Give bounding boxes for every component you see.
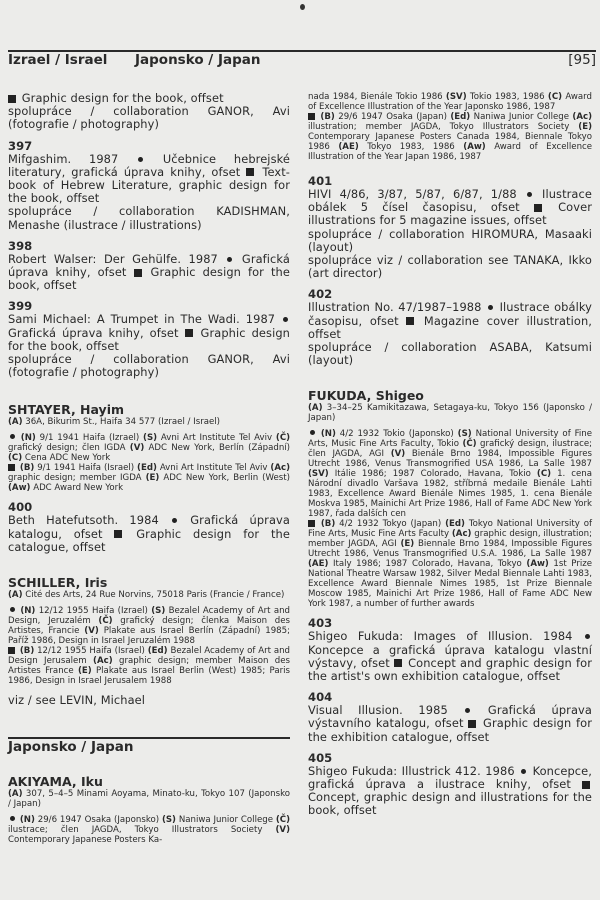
field-text: Contemporary Japanese Posters Ka- — [8, 835, 163, 846]
field-label: (Aw) — [526, 559, 549, 570]
field-text: Italy 1986; 1987 Colorado, Havana, Tokyo — [332, 559, 522, 570]
artist-name: FUKUDA, Shigeo — [308, 388, 424, 404]
czech-bullet-icon — [585, 634, 590, 639]
czech-bullet-icon — [488, 305, 493, 310]
entry-number: 404 — [308, 690, 333, 705]
field-text: Bezalel Academy of Art and Design, Jeruzalém — [8, 606, 290, 627]
artist-address — [8, 417, 290, 427]
field-text: Concept, graphic design and illustrations for the book, offset — [308, 790, 592, 818]
field-text: Avni Art Institute Tel Aviv — [159, 463, 268, 474]
field-label: (S) — [161, 815, 176, 826]
czech-bullet-icon — [227, 257, 232, 262]
english-square-icon — [114, 530, 122, 538]
field-text: Grafická úprava knihy, ofset — [8, 251, 290, 280]
print-mark — [300, 4, 305, 10]
field-text: 29/6 1947 Osaka (Japan) — [338, 112, 447, 122]
entry-number: 405 — [308, 750, 333, 765]
english-square-icon — [468, 720, 476, 728]
field-label: (E) — [145, 473, 160, 484]
field-label: (AE) — [308, 559, 329, 570]
entry-number: 403 — [308, 616, 333, 631]
field-text: Shigeo Fukuda: Images of Illusion. 1984 — [308, 629, 573, 644]
field-text: Ilustrace obálek 5 čísel časopisu, ofset — [308, 187, 592, 215]
field-text: 4/2 1932 Tokio (Japonsko) — [339, 429, 454, 440]
field-text: Graphic design for the catalogue, offset — [8, 526, 290, 554]
field-text: graphic design, illustration; member JAGDA, AGI — [308, 529, 593, 550]
field-text: Graphic design for the exhibition catalogue, offset — [308, 716, 592, 744]
field-label: (SV) — [308, 469, 329, 480]
field-label: (Č) — [98, 616, 113, 627]
field-label: (S) — [151, 606, 166, 617]
section-title: Japonsko / Japan — [8, 739, 134, 756]
artist-bio-czech — [8, 815, 290, 845]
field-text: Cena ADC New York — [24, 453, 111, 464]
english-square-icon — [394, 659, 402, 667]
field-label: (B) — [320, 112, 335, 122]
english-square-icon — [185, 329, 193, 337]
entry-403 — [308, 630, 592, 683]
field-text: 9/1 1941 Haifa (Izrael) — [39, 433, 140, 444]
field-text: Koncepce a grafická úprava katalogu vlastní výstavy, ofset — [308, 642, 592, 670]
right-column — [308, 92, 592, 818]
field-text: nada 1984, Bienále Tokio 1986 — [308, 92, 443, 102]
collaboration-note: spolupráce / collaboration GANOR, Avi (fotografie / photography) — [8, 104, 290, 132]
field-text: 36A, Bikurim St., Haifa 34 577 (Izrael / Israel) — [25, 417, 221, 428]
field-text: Visual Illusion. 1985 — [308, 703, 448, 718]
field-label: (Ed) — [147, 646, 168, 657]
field-label: (A) — [308, 403, 323, 414]
field-text: Concept and graphic design for the artist's own exhibition catalogue, offset — [308, 655, 592, 684]
english-square-icon — [134, 269, 142, 277]
field-label: (V) — [129, 443, 145, 454]
field-text: Grafická úprava katalogu, ofset — [8, 513, 290, 541]
field-text: Itálie 1986; 1987 Colorado, Havana, Tokio — [334, 469, 531, 480]
entry-396-continued — [8, 92, 290, 132]
artist-bio-english — [8, 463, 290, 493]
header-country-left: Izrael / Israel — [8, 52, 108, 68]
english-square-icon — [246, 168, 254, 176]
field-label: (V) — [275, 825, 291, 836]
field-label: (E) — [578, 122, 593, 132]
field-text: 9/1 1941 Haifa (Israel) — [37, 463, 135, 474]
artist-address — [308, 403, 592, 423]
artist-bio-czech — [308, 429, 592, 519]
field-label: (Ac) — [93, 656, 113, 667]
field-text: Plakate aus Israel Berlin (West) 1985; Paris 1986, Design in Israel Jerusalem 1988 — [8, 666, 290, 687]
field-text: Robert Walser: Der Gehülfe. 1987 — [8, 251, 218, 266]
entry-400 — [8, 514, 290, 554]
entry-number: 398 — [8, 238, 33, 253]
field-label: (C) — [536, 469, 552, 480]
field-text: Graphic design for the book, offset — [8, 325, 290, 353]
field-text: grafický design, ilustrace; člen JAGDA, AGI — [308, 439, 593, 460]
english-square-icon — [8, 464, 15, 471]
entry-number: 397 — [8, 138, 33, 153]
field-text: ADC New York, Berlín (Západní) — [148, 443, 290, 454]
field-text: 29/6 1947 Osaka (Japonsko) — [37, 815, 160, 826]
english-square-icon — [308, 113, 315, 120]
artist-name: SCHILLER, Iris — [8, 575, 108, 591]
field-label: (N) — [19, 815, 35, 826]
field-text: Graphic design for the book, offset — [21, 91, 224, 105]
field-text: Tokio 1983, 1986 — [469, 92, 545, 102]
czech-bullet-icon — [521, 769, 526, 774]
field-label: (E) — [77, 666, 92, 677]
field-text: graphic design; member Maison des Artistes France — [8, 656, 291, 677]
artist-name: SHTAYER, Hayim — [8, 402, 125, 418]
field-text: 12/12 1955 Haifa (Israel) — [37, 646, 145, 657]
field-text: Grafická úprava výstavního katalogu, ofset — [308, 703, 592, 731]
field-label: (B) — [19, 646, 35, 657]
field-text: Tokyo 1983, 1986 — [367, 142, 455, 152]
field-text: Cité des Arts, 24 Rue Norvins, 75018 Paris (Francie / France) — [25, 590, 285, 601]
field-text: 1st Prize National Theatre Warsaw 1982, Silver Medal Biennale Lahti 1983, Excellence Award Biennale Nimes 1985, 1st Prize Biennale Moscow 1985, Mainichi Art Prize 1986, Hall of Fame ADC New York 1987, a number of further awards — [308, 559, 593, 610]
field-text: grafický design; člen IGDA — [8, 443, 126, 454]
field-label: (Aw) — [8, 483, 31, 494]
field-text: Naniwa Junior College — [178, 815, 273, 826]
field-label: (N) — [320, 429, 336, 440]
czech-bullet-icon — [310, 430, 315, 435]
field-label: (AE) — [338, 142, 359, 152]
field-label: (Č) — [462, 439, 477, 450]
field-text: 4/2 1932 Tokyo (Japan) — [339, 519, 442, 530]
field-text: ADC Award New York — [33, 483, 124, 494]
artist-bio-czech — [8, 606, 290, 646]
artist-bio-english — [308, 519, 592, 609]
entry-number: 399 — [8, 299, 33, 314]
field-label: (C) — [547, 92, 563, 102]
field-text: ilustrace; člen JAGDA, Tokyo Illustrators Society — [8, 825, 263, 836]
field-label: (Ed) — [450, 112, 471, 122]
field-label: (A) — [8, 789, 23, 800]
field-text: Mifgashim. 1987 — [8, 151, 119, 166]
field-text: Grafická úprava knihy, ofset — [8, 325, 179, 340]
see-also-reference: viz / see LEVIN, Michael — [8, 693, 146, 708]
field-text: Beth Hatefutsoth. 1984 — [8, 513, 159, 528]
field-label: (Ac) — [270, 463, 291, 474]
field-label: (Ac) — [451, 529, 472, 540]
field-text: Award of Excellence Illustration of the Year Japan 1986, 1987 — [308, 142, 593, 162]
field-text: grafický design; členka Maison des Artistes, Francie — [8, 616, 291, 637]
entry-401 — [308, 188, 592, 280]
field-text: Biennale Brno 1984, Impossible Figures Utrecht 1986, Venus Transmogrified U.S.A. 1986, La Salle 1987 — [308, 539, 592, 560]
english-square-icon — [534, 204, 542, 212]
czech-bullet-icon — [172, 518, 177, 523]
field-text: Ilustrace obálky časopisu, ofset — [308, 300, 592, 328]
page-number: [95] — [568, 52, 596, 68]
czech-bullet-icon — [527, 192, 532, 197]
field-text: Koncepce, grafická úprava a ilustrace knihy, ofset — [308, 763, 592, 792]
artist-bio-english — [8, 646, 290, 686]
field-label: (Č) — [275, 433, 291, 444]
english-square-icon — [8, 95, 16, 103]
field-label: (Aw) — [463, 142, 486, 152]
czech-bullet-icon — [465, 708, 470, 713]
entry-398 — [8, 253, 290, 293]
field-text: 1. cena Národní divadlo Varšava 1982, stříbrná medaile Bienále Lahti 1983, Excellence Award Bienále Nimes 1985, 1. cena Bienále Moskva 1985, Mainichi Art Prize 1986, Hall of Fame ADC New York 1987, řada dalších cen — [308, 469, 592, 520]
entry-404 — [308, 704, 592, 744]
field-text: Bienále Brno 1984, Impossible Figures Utrecht 1986, Venus Transmogrified USA 1986, La Salle 1987 — [308, 449, 592, 470]
czech-bullet-icon — [10, 816, 15, 821]
entry-number: 402 — [308, 287, 333, 302]
field-label: (Ac) — [572, 112, 593, 122]
entry-number: 401 — [308, 174, 333, 188]
field-text: ADC New York, Berlin (West) — [163, 473, 290, 484]
field-label: (Č) — [275, 815, 291, 826]
field-text: Text-book of Hebrew Literature, graphic design for the book, offset — [8, 164, 290, 206]
english-square-icon — [406, 317, 414, 325]
field-text: 307, 5–4–5 Minami Aoyama, Minato-ku, Tokyo 107 (Japonsko / Japan) — [8, 789, 291, 810]
field-text: HIVI 4/86, 3/87, 5/87, 6/87, 1/88 — [308, 187, 517, 201]
field-text: 12/12 1955 Haifa (Izrael) — [38, 606, 148, 617]
artist-bio-english — [308, 112, 592, 162]
field-text: Award of Excellence Illustration of the Year Japonsko 1986, 1987 — [308, 92, 593, 112]
artist-name: AKIYAMA, Iku — [8, 774, 103, 790]
entry-397 — [8, 153, 290, 232]
czech-bullet-icon — [10, 607, 15, 612]
field-text: graphic design; member IGDA — [8, 473, 142, 484]
field-text: Naniwa Junior College — [473, 112, 569, 122]
field-text: illustration; member JAGDA, Tokyo Illustrators Society — [308, 122, 570, 132]
collaboration-note: spolupráce / collaboration ASABA, Katsumi (layout) — [308, 340, 592, 368]
field-label: (V) — [390, 449, 406, 460]
entry-402 — [308, 301, 592, 367]
english-square-icon — [582, 781, 590, 789]
artist-bio-czech-continued — [308, 92, 592, 112]
field-label: (Ed) — [137, 463, 157, 474]
header-country-right: Japonsko / Japan — [135, 52, 261, 68]
czech-bullet-icon — [10, 434, 15, 439]
field-text: Illustration No. 47/1987–1988 — [308, 300, 482, 315]
field-text: Bezalel Academy of Art and Design Jerusalem — [8, 646, 290, 667]
field-text: Magazine cover illustration, offset — [308, 313, 592, 341]
running-header — [8, 52, 596, 72]
field-label: (B) — [19, 463, 35, 474]
field-text: Contemporary Japanese Posters Canada 1984, Biennale Tokyo 1986 — [308, 132, 592, 152]
field-text: Avni Art Institute Tel Aviv — [160, 433, 273, 444]
field-label: (S) — [457, 429, 472, 440]
entry-number: 400 — [8, 500, 33, 515]
field-label: (N) — [20, 606, 36, 617]
field-text: Plakate aus Israel Berlín (Západní) 1985; Paříž 1986, Design in Israel Jeruzalém 1988 — [8, 626, 291, 647]
field-label: (N) — [20, 433, 36, 444]
czech-bullet-icon — [283, 317, 288, 322]
entry-405 — [308, 765, 592, 818]
field-text: Graphic design for the book, offset — [8, 265, 290, 293]
czech-bullet-icon — [138, 157, 143, 162]
field-text: 3–34–25 Kamikitazawa, Setagaya-ku, Tokyo 156 (Japonsko / Japan) — [308, 403, 592, 424]
field-label: (S) — [143, 433, 158, 444]
english-square-icon — [308, 520, 315, 527]
field-label: (A) — [8, 590, 23, 601]
field-label: (C) — [8, 453, 23, 464]
field-text: Tokyo National University of Fine Arts, Music Fine Arts Faculty — [308, 519, 592, 540]
artist-bio-czech — [8, 433, 290, 463]
field-text: National University of Fine Arts, Music Fine Arts Faculty, Tokio — [308, 429, 593, 450]
field-text: Shigeo Fukuda: Illustrick 412. 1986 — [308, 763, 515, 778]
field-label: (SV) — [445, 92, 467, 102]
artist-address — [8, 789, 290, 809]
field-text: Cover illustrations for 5 magazine issues, offset — [308, 200, 592, 228]
collaboration-note: spolupráce / collaboration KADISHMAN, Menashe (ilustrace / illustrations) — [8, 204, 290, 232]
collaboration-note: spolupráce / collaboration HIROMURA, Masaaki (layout) — [308, 226, 592, 254]
left-column — [8, 92, 290, 845]
field-label: (V) — [84, 626, 99, 637]
field-label: (A) — [8, 417, 23, 428]
field-label: (B) — [320, 519, 336, 530]
entry-399 — [8, 313, 290, 379]
english-square-icon — [8, 647, 15, 654]
field-label: (E) — [400, 539, 415, 550]
collaboration-note: spolupráce / collaboration GANOR, Avi (fotografie / photography) — [8, 352, 290, 380]
artist-address — [8, 590, 290, 600]
field-text: Sami Michael: A Trumpet in The Wadi. 1987 — [8, 312, 276, 327]
field-label: (Ed) — [445, 519, 465, 530]
collaboration-note: spolupráce viz / collaboration see TANAKA, Ikko (art director) — [308, 253, 592, 281]
field-text: Učebnice hebrejské literatury, grafická úprava knihy, ofset — [8, 151, 290, 179]
